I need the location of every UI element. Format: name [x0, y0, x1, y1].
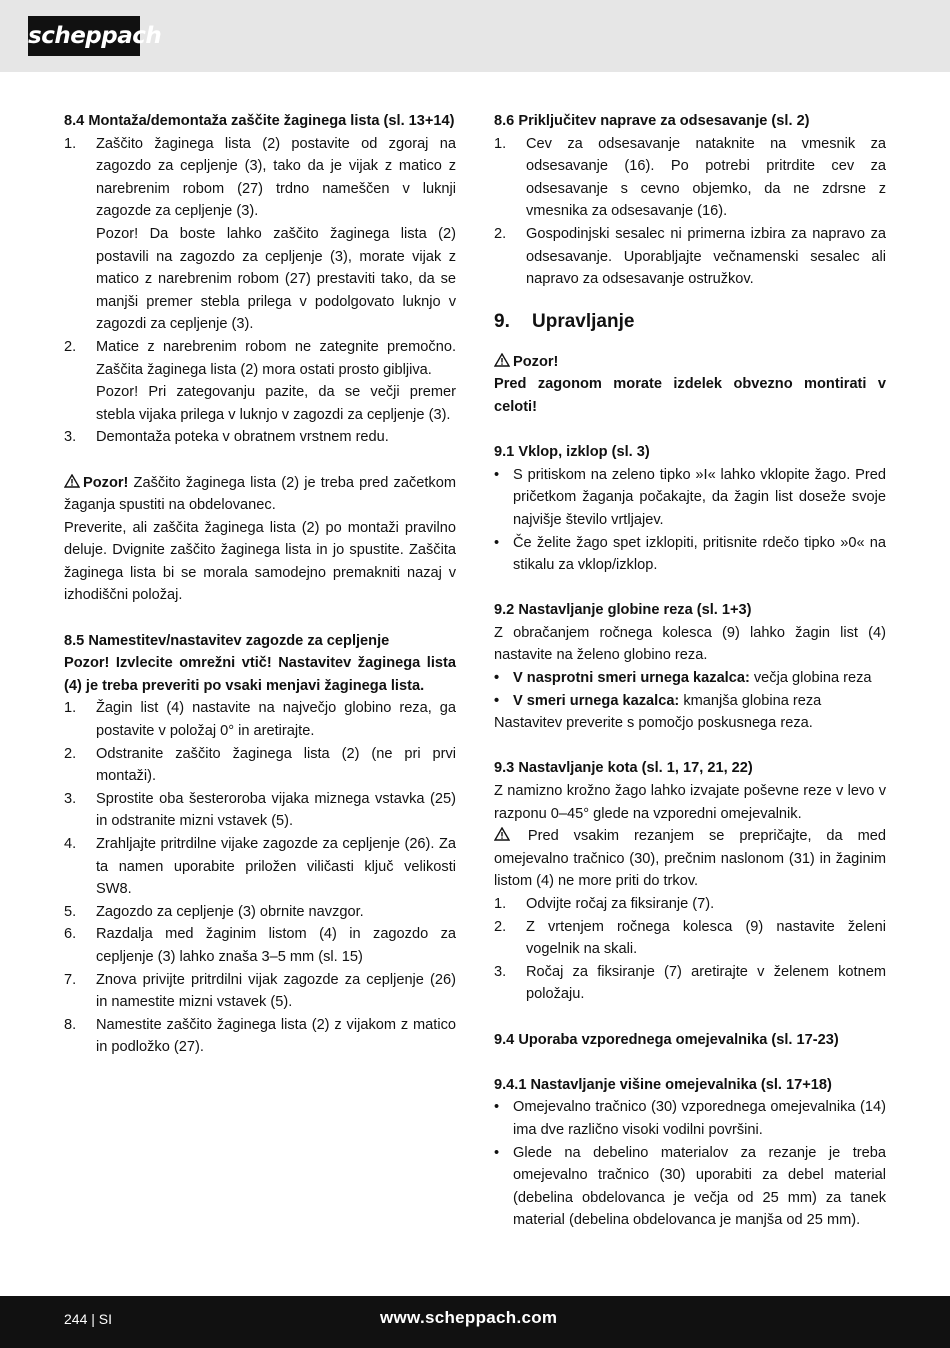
paragraph: Nastavitev preverite s pomočjo poskusnega reza.	[494, 715, 813, 732]
list-item: 2. Matice z narebrenim robom ne zategnite premočno. Zaščita žaginega lista (2) mora ostati prosto gibljiva.	[64, 338, 456, 378]
website-link[interactable]: www.scheppach.com	[380, 1308, 558, 1327]
section-9-warning-text: Pred zagonom morate izdelek obvezno montirati v celoti!	[494, 376, 886, 415]
bullet-item: • V nasprotni smeri urnega kazalca: večja globina reza	[494, 670, 872, 687]
warning-icon	[64, 474, 80, 488]
list-item-note: Pozor! Da boste lahko zaščito žaginega lista (2) postavili na zagozdo za cepljenje (3), morate vijak z matico z narebrenim robom (27) prestaviti tako, da se manjši premer stebla prilega v podolgovato luknjo v zagozdi za cepljenje (3).	[96, 225, 456, 333]
list-item: 2. Odstranite zaščito žaginega lista (2) (ne pri prvi montaži).	[64, 745, 456, 785]
list-item: 8. Namestite zaščito žaginega lista (2) z vijakom z matico in podložko (27).	[64, 1016, 456, 1056]
paragraph: Z obračanjem ročnega kolesca (9) lahko žagin list (4) nastavite na želeno globino reza.	[494, 624, 886, 664]
list-item-note: Pozor! Pri zategovanju pazite, da se večji premer stebla vijaka prilega v luknjo v zagozdi za cepljenje (3).	[96, 384, 456, 423]
right-column	[494, 110, 886, 1232]
page-footer	[0, 1296, 950, 1348]
list-item: 1. Žagin list (4) nastavite na največjo globino reza, ga postavite v položaj 0° in aretirajte.	[64, 700, 456, 740]
section-8-4-title: 8.4 Montaža/demontaža zaščite žaginega lista (sl. 13+14)	[64, 113, 455, 129]
page-header	[0, 0, 950, 72]
warning-icon	[494, 827, 510, 841]
list-item: 3. Ročaj za fiksiranje (7) aretirajte v želenem kotnem položaju.	[494, 963, 886, 1003]
page-number: 244 | SI	[64, 1311, 113, 1327]
paragraph: Z namizno krožno žago lahko izvajate poševne reze v levo v razponu 0–45° glede na vzporedni omejevalnik.	[494, 783, 886, 822]
list-item: 5. Zagozdo za cepljenje (3) obrnite navzgor.	[64, 903, 364, 920]
list-item: 2. Gospodinjski sesalec ni primerna izbira za napravo za odsesavanje. Uporabljajte večnamenski sesalec ali napravo za odsesavanje ostružkov.	[494, 225, 886, 288]
section-9-4-1-title: 9.4.1 Nastavljanje višine omejevalnika (sl. 17+18)	[494, 1076, 832, 1093]
list-item: 1. Odvijte ročaj za fiksiranje (7).	[494, 896, 715, 912]
left-column	[64, 110, 456, 1059]
section-9-2-title: 9.2 Nastavljanje globine reza (sl. 1+3)	[494, 602, 752, 619]
section-8-5-title: 8.5 Namestitev/nastavitev zagozde za cepljenje	[64, 632, 390, 649]
bullet-item: • Če želite žago spet izklopiti, pritisnite rdečo tipko »0« na stikalu za vklop/izklop.	[494, 534, 886, 574]
warning-icon	[494, 353, 510, 367]
list-item: 3. Demontaža poteka v obratnem vrstnem redu.	[64, 429, 389, 446]
section-9-warning-label: Pozor!	[494, 351, 886, 374]
list-item: 6. Razdalja med žaginim listom (4) in zagozdo za cepljenje (3) lahko znaša 3–5 mm (sl. 15)	[64, 926, 456, 965]
section-9-1-title: 9.1 Vklop, izklop (sl. 3)	[494, 444, 650, 461]
warning-paragraph: Pred vsakim rezanjem se prepričajte, da med omejevalno tračnico (30), prečnim naslonom (31) in žaginim listom (4) ne more priti do trkov.	[494, 828, 886, 890]
bullet-item: • S pritiskom na zeleno tipko »I« lahko vklopite žago. Pred pričetkom žaganja počakajte, da žagin list doseže svoje najvišje število vrtljajev.	[494, 466, 886, 528]
list-item: 7. Znova privijte pritrdilni vijak zagozde za cepljenje (26) in namestite mizni vstavek (5).	[64, 971, 456, 1011]
section-8-6-title: 8.6 Priključitev naprave za odsesavanje (sl. 2)	[494, 113, 810, 129]
list-item: 4. Zrahljajte pritrdilne vijake zagozde za cepljenje (26). Za ta namen uporabite priložen viličasti ključ velikosti SW8.	[64, 836, 456, 898]
bullet-item: • Glede na debelino materialov za rezanje je treba omejevalno tračnico (30) uporabiti za debel material (debelina obdelovanca je večja od 25 mm) za tanek material (debelina obdelovanca je manjša od 25 mm).	[494, 1144, 886, 1229]
bullet-item: • V smeri urnega kazalca: kmanjša globina reza	[494, 692, 822, 709]
list-item: 2. Z vrtenjem ročnega kolesca (9) nastavite želeni vogelnik na skali.	[494, 918, 886, 958]
scheppach-logo: scheppach	[28, 16, 140, 56]
list-item: 1. Zaščito žaginega lista (2) postavite od zgoraj na zagozdo za cepljenje (3), tako da je vijak z matico z narebrenim robom (27) trdno nameščen v luknji zagozde za cepljenje (3).	[64, 135, 456, 220]
list-item: 3. Sprostite oba šesteroroba vijaka miznega vstavka (25) in odstranite mizni vstavek (5).	[64, 790, 456, 830]
section-9-3-title: 9.3 Nastavljanje kota (sl. 1, 17, 21, 22)	[494, 760, 753, 777]
section-9-title: 9. Upravljanje	[494, 310, 635, 332]
section-9-4-title: 9.4 Uporaba vzporednega omejevalnika (sl. 17-23)	[494, 1031, 839, 1048]
warning-paragraph-2: Preverite, ali zaščita žaginega lista (2) po montaži pravilno deluje. Dvignite zaščito žaginega lista in jo spustite. Zaščita žaginega lista bi se morala samodejno premakniti nazaj v izhodiščni položaj.	[64, 519, 456, 604]
list-item: 1. Cev za odsesavanje nataknite na vmesnik za odsesavanje (16). Po potrebi pritrdite cev za odsesavanje s cevno objemko, da ne zdrsne z vmesnika za odsesavanje (16).	[494, 135, 886, 220]
section-8-5-warning: Pozor! Izvlecite omrežni vtič! Nastavitev žaginega lista (4) je treba preveriti po vsaki menjavi žaginega lista.	[64, 655, 456, 694]
bullet-item: • Omejevalno tračnico (30) vzporednega omejevalnika (14) ima dve različno visoki vodilni površini.	[494, 1099, 886, 1138]
warning-paragraph: Pozor! Zaščito žaginega lista (2) je treba pred začetkom žaganja spustiti na obdelovanec.	[64, 474, 456, 514]
